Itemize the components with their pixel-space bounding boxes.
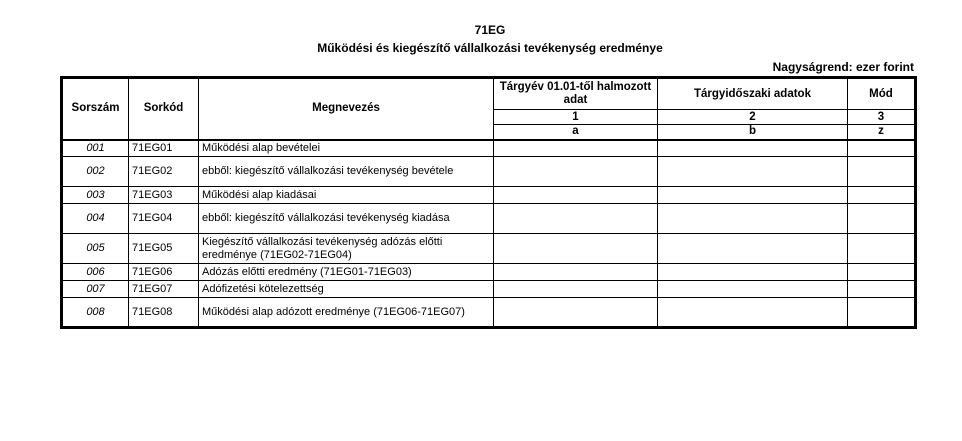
header-col1-letter: a — [494, 125, 658, 140]
row-megnevezes: Kiegészítő vállalkozási tevékenység adózás előtti eredménye (71EG02-71EG04) — [199, 234, 494, 264]
cell-col-a[interactable] — [494, 234, 658, 264]
row-megnevezes: Adófizetési kötelezettség — [199, 281, 494, 298]
row-sorkod: 71EG06 — [129, 264, 199, 281]
cell-col-b[interactable] — [658, 281, 848, 298]
row-sorkod: 71EG03 — [129, 187, 199, 204]
row-sorkod: 71EG07 — [129, 281, 199, 298]
header-col1-number: 1 — [494, 110, 658, 125]
row-megnevezes: ebből: kiegészítő vállalkozási tevékenység kiadása — [199, 204, 494, 234]
header-col3-letter: z — [848, 125, 916, 140]
cell-col-b[interactable] — [658, 140, 848, 157]
header-sorkod: Sorkód — [129, 78, 199, 140]
cell-col-b[interactable] — [658, 187, 848, 204]
row-megnevezes: Működési alap adózott eredménye (71EG06-71EG07) — [199, 298, 494, 328]
form-code: 71EG — [474, 23, 506, 37]
cell-col-b[interactable] — [658, 234, 848, 264]
table-row — [62, 157, 916, 187]
cell-col-z[interactable] — [848, 157, 916, 187]
table-row — [62, 187, 916, 204]
row-megnevezes: Működési alap bevételei — [199, 140, 494, 157]
cell-col-z[interactable] — [848, 298, 916, 328]
cell-col-z[interactable] — [848, 187, 916, 204]
row-sorszam: 007 — [62, 281, 129, 298]
header-col2-letter: b — [658, 125, 848, 140]
row-megnevezes: Adózás előtti eredmény (71EG01-71EG03) — [199, 264, 494, 281]
table-row — [62, 264, 916, 281]
cell-col-b[interactable] — [658, 264, 848, 281]
row-sorszam: 003 — [62, 187, 129, 204]
header-col2-number: 2 — [658, 110, 848, 125]
row-megnevezes: Működési alap kiadásai — [199, 187, 494, 204]
cell-col-b[interactable] — [658, 298, 848, 328]
row-sorszam: 006 — [62, 264, 129, 281]
cell-col-a[interactable] — [494, 140, 658, 157]
row-sorszam: 008 — [62, 298, 129, 328]
form-title: Működési és kiegészítő vállalkozási tevékenység eredménye — [317, 41, 663, 55]
table-row — [62, 234, 916, 264]
header-col2: Tárgyidőszaki adatok — [658, 78, 848, 110]
row-sorszam: 001 — [62, 140, 129, 157]
row-sorkod: 71EG01 — [129, 140, 199, 157]
table-row — [62, 298, 916, 328]
cell-col-z[interactable] — [848, 234, 916, 264]
unit-label: Nagyságrend: ezer forint — [772, 60, 914, 74]
header-col3: Mód — [848, 78, 916, 110]
cell-col-a[interactable] — [494, 281, 658, 298]
cell-col-a[interactable] — [494, 204, 658, 234]
row-sorkod: 71EG08 — [129, 298, 199, 328]
row-megnevezes: ebből: kiegészítő vállalkozási tevékenység bevétele — [199, 157, 494, 187]
cell-col-b[interactable] — [658, 157, 848, 187]
cell-col-z[interactable] — [848, 204, 916, 234]
table-row — [62, 140, 916, 157]
row-sorszam: 002 — [62, 157, 129, 187]
table-row — [62, 281, 916, 298]
cell-col-a[interactable] — [494, 157, 658, 187]
cell-col-z[interactable] — [848, 281, 916, 298]
header-sorszam: Sorszám — [62, 78, 129, 140]
header-col3-number: 3 — [848, 110, 916, 125]
table-row — [62, 204, 916, 234]
cell-col-a[interactable] — [494, 264, 658, 281]
row-sorszam: 004 — [62, 204, 129, 234]
report-table — [60, 76, 917, 329]
cell-col-a[interactable] — [494, 298, 658, 328]
header-col1: Tárgyév 01.01-től halmozott adat — [494, 78, 658, 110]
header-megnevezes: Megnevezés — [199, 78, 494, 140]
row-sorszam: 005 — [62, 234, 129, 264]
cell-col-b[interactable] — [658, 204, 848, 234]
row-sorkod: 71EG02 — [129, 157, 199, 187]
row-sorkod: 71EG05 — [129, 234, 199, 264]
cell-col-z[interactable] — [848, 140, 916, 157]
cell-col-a[interactable] — [494, 187, 658, 204]
cell-col-z[interactable] — [848, 264, 916, 281]
row-sorkod: 71EG04 — [129, 204, 199, 234]
